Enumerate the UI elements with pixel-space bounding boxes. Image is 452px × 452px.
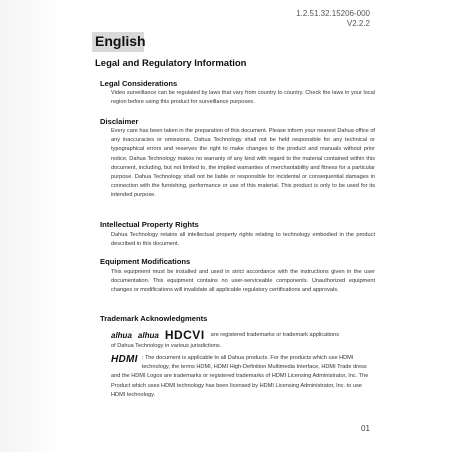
dahua-logo-outline: alhua (137, 330, 159, 340)
hdcvi-logo: HDCVI (164, 328, 205, 342)
section-title-trademarks: Trademark Acknowledgments (100, 314, 208, 323)
language-title: English (95, 33, 146, 49)
document-code-block (296, 9, 370, 29)
hdmi-trademark-block (111, 354, 375, 400)
page-number: 01 (361, 424, 370, 433)
document-code: 1.2.51.32.15206-000 (296, 9, 370, 18)
section-body-intellectual-property: Dahua Technology retains all intellectual property rights relating to technology embodied in the product described in this document. (111, 232, 375, 248)
page-edge-shadow (0, 0, 62, 452)
trademark-text-line1: are registered trademarks or trademark applications (210, 332, 340, 338)
section-body-disclaimer: Every care has been taken in the preparation of this document. Please inform your nearest Dahua office of any inaccuracies or omissions. Dahua Technology shall not be held responsible for any technical or typographical errors and reserves the right to make changes to the product and manuals without prior notice. Dahua Technology makes no warranty of any kind with regard to the material contained within this document, including, but not limited to, the implied warranties of merchantability and fitness for a particular purpose. Dahua Technology shall not be liable or responsible for incidental or consequential damages in connection with the furnishing, performance or use of this material. This product is only to be used for its intended purpose. (111, 128, 375, 199)
section-title-equipment-modifications: Equipment Modifications (100, 257, 191, 266)
document-heading: Legal and Regulatory Information (95, 58, 247, 69)
section-title-intellectual-property: Intellectual Property Rights (100, 220, 199, 229)
document-version: V2.2.2 (346, 19, 370, 28)
section-title-legal-considerations: Legal Considerations (100, 79, 178, 88)
dahua-logo: alhua (111, 330, 132, 340)
hdmi-logo: HDMI (111, 354, 138, 365)
section-body-equipment-modifications: This equipment must be installed and used in strict accordance with the instructions given in the user documentation. This equipment contains no user-serviceable components. Unauthorized equipment changes or modifications will invalidate all applicable regulatory certifications and approvals. (111, 269, 375, 294)
trademark-text-line2: of Dahua Technology in various jurisdictions. (111, 343, 222, 349)
section-title-disclaimer: Disclaimer (100, 117, 139, 126)
trademark-logos-row (111, 328, 339, 342)
hdmi-trademark-text: : The document is applicable to all Dahua products. For the products which use HDMI technology, the terms HDMI, HDMI High-Definition Multimedia Interface, HDMI Trade dress and the HDMI Logos are trademarks or registered trademarks of HDMI Licensing Administrator, Inc. The Product which uses HDMI technology has been licensed by HDMI Licensing Administrator, Inc. to use HDMI technology. (111, 355, 369, 398)
section-body-legal-considerations: Video surveillance can be regulated by laws that vary from country to country. Check the laws in your local region before using this product for surveillance purposes. (111, 90, 375, 106)
